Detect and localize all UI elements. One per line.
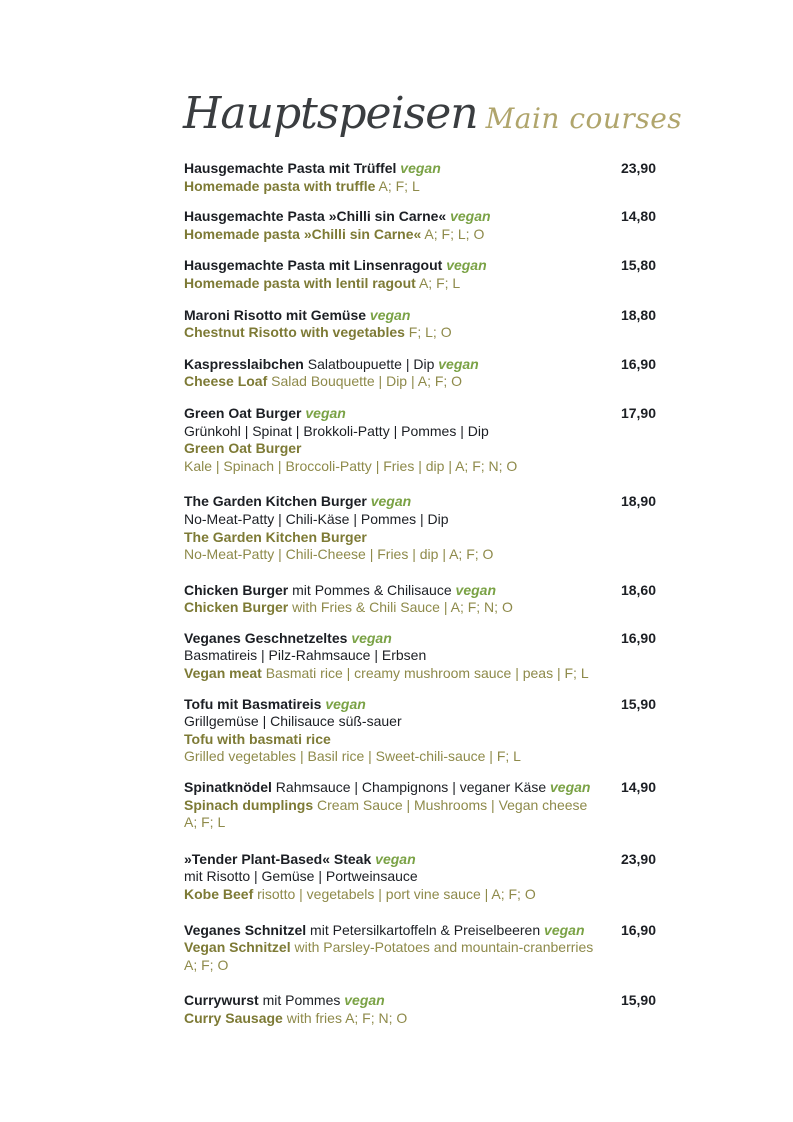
vegan-tag: vegan — [455, 581, 496, 598]
item-price: 16,90 — [620, 921, 656, 938]
item-name-en — [184, 373, 656, 391]
menu-list — [184, 160, 656, 1028]
item-description-en: Grilled vegetables | Basil rice | Sweet-chili-sauce | F; L — [184, 748, 521, 765]
vegan-tag: vegan — [351, 629, 392, 646]
item-name-de-bold: Tofu mit Basmatireis — [184, 695, 322, 712]
item-name-de — [184, 696, 656, 714]
menu-item — [184, 630, 656, 683]
item-name-de — [184, 356, 656, 374]
item-name-en-rest: Cream Sauce | Mushrooms | Vegan cheese — [313, 796, 588, 813]
menu-item — [184, 582, 656, 617]
item-name-en-rest: with Fries & Chili Sauce | A; F; N; O — [288, 599, 513, 616]
item-price: 18,80 — [620, 306, 656, 323]
item-name-en-rest: risotto | vegetabels | port vine sauce | A; F; O — [253, 886, 536, 902]
item-name-en — [184, 324, 656, 342]
item-name-en — [184, 440, 656, 458]
vegan-tag: vegan — [325, 695, 366, 712]
item-name-de — [184, 493, 656, 511]
item-name-en-bold: Green Oat Burger — [184, 440, 302, 457]
item-name-de — [184, 257, 656, 275]
item-name-en-bold: Chestnut Risotto with vegetables — [184, 324, 405, 341]
item-name-de-bold: Veganes Geschnetzeltes — [184, 629, 348, 646]
item-name-de-rest: mit Petersilkartoffeln & Preiselbeeren — [306, 921, 541, 938]
item-price: 15,90 — [620, 695, 656, 712]
item-name-en-bold: Homemade pasta with lentil ragout — [184, 274, 416, 291]
item-name-en — [184, 731, 656, 749]
item-description-de: Grillgemüse | Chilisauce süß-sauer — [184, 713, 402, 730]
item-name-en-bold: Cheese Loaf — [184, 373, 268, 390]
vegan-tag: vegan — [438, 355, 479, 372]
vegan-tag: vegan — [450, 208, 491, 225]
menu-item — [184, 405, 656, 475]
item-name-en-rest: A; F; L; O — [421, 225, 485, 242]
item-name-en-rest: with Parsley-Potatoes and mountain-cranberries — [290, 939, 594, 956]
item-name-en — [184, 797, 656, 815]
item-name-en — [184, 665, 656, 683]
menu-item — [184, 779, 656, 832]
title-english: Main courses — [485, 102, 683, 135]
item-name-en-bold: Spinach dumplings — [184, 796, 314, 813]
item-name-en-bold: Homemade pasta with truffle — [184, 177, 376, 194]
item-name-de-bold: The Garden Kitchen Burger — [184, 493, 367, 510]
item-name-de-bold: Hausgemachte Pasta mit Linsenragout — [184, 257, 443, 274]
item-name-en-rest: Basmati rice | creamy mushroom sauce | peas | F; L — [261, 665, 589, 682]
vegan-tag: vegan — [370, 493, 412, 510]
menu-item — [184, 696, 656, 766]
item-name-de-bold: Kaspresslaibchen — [184, 355, 304, 372]
item-name-en-bold: Tofu with basmati rice — [184, 730, 331, 747]
menu-item — [184, 307, 656, 342]
item-name-en-bold: Kobe Beef — [184, 886, 254, 902]
item-name-de — [184, 992, 656, 1010]
item-name-en-rest: A; F; L — [415, 274, 461, 291]
item-name-de-bold: Veganes Schnitzel — [184, 921, 307, 938]
item-description-en: A; F; L — [184, 814, 226, 831]
item-name-de-bold: Chicken Burger — [184, 581, 289, 598]
item-name-de — [184, 779, 656, 797]
item-description-de: Grünkohl | Spinat | Brokkoli-Patty | Pommes | Dip — [184, 422, 489, 439]
menu-item — [184, 493, 656, 563]
item-name-de — [184, 405, 656, 423]
menu-item — [184, 208, 656, 243]
vegan-tag: vegan — [550, 779, 591, 796]
item-name-en-bold: The Garden Kitchen Burger — [184, 528, 367, 545]
menu-item — [184, 922, 656, 975]
menu-item — [184, 992, 656, 1027]
vegan-tag: vegan — [446, 257, 487, 274]
item-name-de-bold: Currywurst — [184, 992, 259, 1009]
item-price: 14,90 — [620, 779, 656, 796]
item-name-en — [184, 178, 656, 196]
item-name-en-rest: A; F; L — [375, 177, 420, 194]
item-name-en — [184, 226, 656, 244]
item-name-en — [184, 599, 656, 617]
item-name-de-bold: Spinatknödel — [184, 779, 272, 796]
vegan-tag: vegan — [400, 160, 441, 176]
item-name-en-bold: Curry Sausage — [184, 1009, 283, 1026]
item-name-de-bold: »Tender Plant-Based« Steak — [184, 850, 372, 867]
item-price: 23,90 — [620, 850, 656, 867]
item-description-de: mit Risotto | Gemüse | Portweinsauce — [184, 868, 418, 885]
item-name-de — [184, 582, 656, 600]
menu-item — [184, 851, 656, 904]
menu-item — [184, 160, 656, 195]
item-name-de — [184, 630, 656, 648]
item-name-de-rest: mit Pommes — [258, 992, 341, 1009]
item-description-en: Kale | Spinach | Broccoli-Patty | Fries | dip | A; F; N; O — [184, 457, 518, 474]
item-name-en-rest: F; L; O — [404, 324, 452, 341]
item-name-de — [184, 851, 656, 869]
item-name-en — [184, 275, 656, 293]
item-name-en — [184, 1010, 656, 1028]
vegan-tag: vegan — [369, 306, 411, 323]
item-name-en-bold: Vegan Schnitzel — [184, 939, 291, 956]
item-name-de — [184, 208, 656, 226]
item-name-de — [184, 922, 656, 940]
item-price: 15,80 — [620, 257, 656, 274]
item-price: 15,90 — [620, 992, 656, 1009]
vegan-tag: vegan — [544, 921, 585, 938]
item-name-de-bold: Green Oat Burger — [184, 404, 302, 421]
item-price: 18,60 — [620, 581, 656, 598]
item-name-en-bold: Homemade pasta »Chilli sin Carne« — [184, 225, 422, 242]
item-price: 23,90 — [620, 160, 656, 176]
title-german: Hauptspeisen — [183, 88, 478, 139]
menu-item — [184, 257, 656, 292]
vegan-tag: vegan — [375, 850, 416, 867]
item-description-de: Basmatireis | Pilz-Rahmsauce | Erbsen — [184, 647, 427, 664]
item-name-de-rest: Rahmsauce | Champignons | veganer Käse — [271, 779, 547, 796]
item-name-de-bold: Hausgemachte Pasta »Chilli sin Carne« — [184, 208, 447, 225]
item-name-en — [184, 886, 656, 904]
item-name-en-bold: Chicken Burger — [184, 599, 289, 616]
item-name-en-bold: Vegan meat — [184, 665, 262, 682]
item-price: 18,90 — [620, 493, 656, 510]
item-name-en-rest: Salad Bouquette | Dip | A; F; O — [267, 373, 463, 390]
item-description-en: A; F; O — [184, 956, 229, 973]
item-price: 14,80 — [620, 208, 656, 225]
item-name-de-bold: Maroni Risotto mit Gemüse — [184, 306, 367, 323]
item-price: 16,90 — [620, 629, 656, 646]
item-name-de — [184, 307, 656, 325]
vegan-tag: vegan — [344, 992, 385, 1009]
vegan-tag: vegan — [305, 404, 346, 421]
item-name-en-rest: with fries A; F; N; O — [282, 1009, 408, 1026]
item-price: 17,90 — [620, 404, 656, 421]
item-description-de: No-Meat-Patty | Chili-Käse | Pommes | Dip — [184, 510, 449, 527]
item-name-en — [184, 939, 656, 957]
item-description-en: No-Meat-Patty | Chili-Cheese | Fries | dip | A; F; O — [184, 546, 494, 563]
item-name-de-rest: mit Pommes & Chilisauce — [288, 581, 452, 598]
item-price: 16,90 — [620, 355, 656, 372]
item-name-en — [184, 529, 656, 547]
item-name-de-rest: Salatboupuette | Dip — [303, 355, 435, 372]
page-title — [183, 88, 682, 148]
item-name-de — [184, 160, 656, 178]
menu-item — [184, 356, 656, 391]
item-name-de-bold: Hausgemachte Pasta mit Trüffel — [184, 160, 397, 176]
